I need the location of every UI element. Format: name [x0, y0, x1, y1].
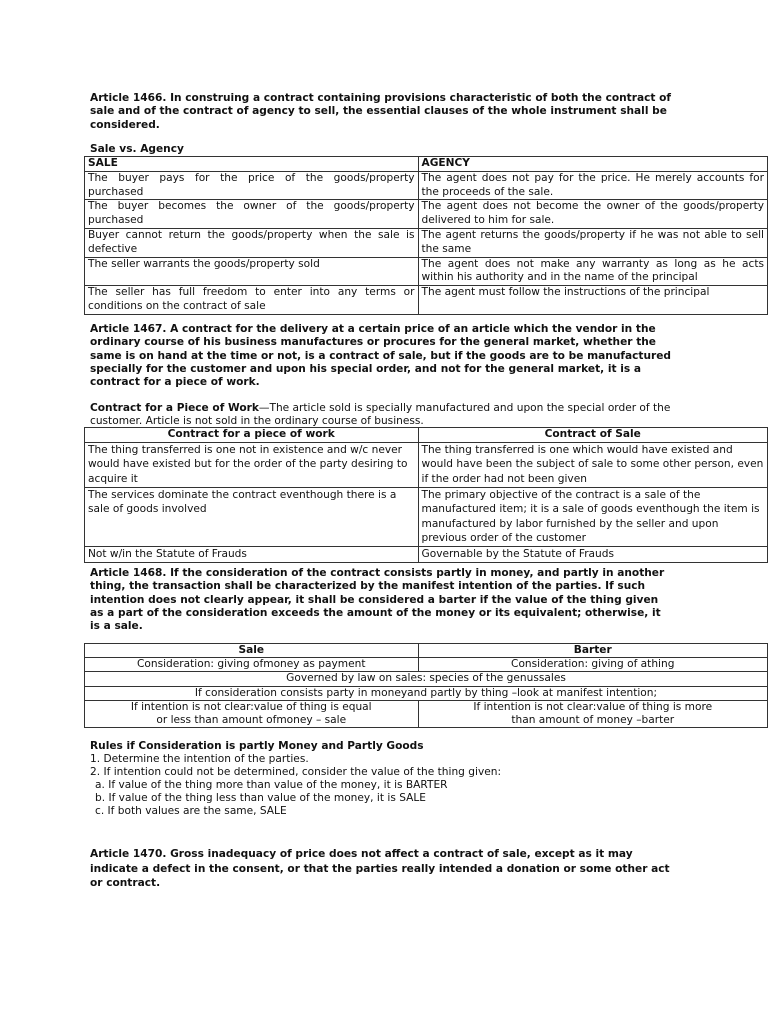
table-row: [85, 286, 768, 315]
table-row: [85, 546, 768, 562]
table-row: [85, 672, 768, 686]
piece-of-work-definition: —The article sold is specially manufactured and upon the special order of the customer. Article is not sold in the ordinary course of business.: [90, 402, 671, 427]
header-barter: Barter: [418, 644, 768, 658]
table-header-row: [85, 428, 768, 443]
table-row: [85, 487, 768, 546]
table-cell: The thing transferred is one which would have existed and would have been the subject of sale to some other person, even if the order had not been given: [418, 442, 768, 487]
piece-of-work-table: [84, 427, 768, 563]
header-agency: AGENCY: [418, 157, 767, 172]
sale-vs-agency-table: [84, 156, 768, 315]
table-row: [85, 200, 768, 229]
table-cell: The agent returns the goods/property if he was not able to sell the same: [418, 228, 767, 257]
table-cell: The thing transferred is one not in existence and w/c never would have existed but for the order of the party desiring to acquire it: [85, 442, 419, 487]
table-cell: [418, 700, 768, 727]
table-cell: The buyer pays for the price of the goods/property purchased: [85, 171, 419, 200]
article-1466: Article 1466. In construing a contract containing provisions characteristic of both the contract of sale and of the contract of agency to sell, the essential clauses of the whole instrument shall be considered.: [90, 92, 672, 131]
rule-line: b. If value of the thing less than value of the money, it is SALE: [95, 792, 426, 804]
table-cell: The seller has full freedom to enter into any terms or conditions on the contract of sale: [85, 286, 419, 315]
cell-line: than amount of money –barter: [511, 714, 675, 727]
table-cell: Consideration: giving of athing: [418, 658, 768, 672]
table-row: [85, 700, 768, 727]
table-cell: The services dominate the contract eventhough there is a sale of goods involved: [85, 487, 419, 546]
table-cell: The agent does not become the owner of the goods/property delivered to him for sale.: [418, 200, 767, 229]
table-cell: Not w/in the Statute of Frauds: [85, 546, 419, 562]
sale-vs-barter-table: [84, 643, 768, 728]
table-cell: If consideration consists party in moneyand partly by thing –look at manifest intention;: [85, 686, 768, 700]
table-cell: The seller warrants the goods/property sold: [85, 257, 419, 286]
rule-line: c. If both values are the same, SALE: [95, 805, 287, 817]
article-1468: Article 1468. If the consideration of the contract consists partly in money, and partly in another thing, the transaction shall be characterized by the manifest intention of the parties. If such intention does not clearly appear, it shall be considered a barter if the value of the thing given as a part of the consideration exceeds the amount of the money or its equivalent; otherwise, it is a sale.: [90, 567, 665, 633]
cell-line: If intention is not clear:value of thing is more: [473, 700, 713, 713]
table-cell: The buyer becomes the owner of the goods/property purchased: [85, 200, 419, 229]
table-cell: The agent does not make any warranty as long as he acts within his authority and in the name of the principal: [418, 257, 767, 286]
table-cell: Governed by law on sales: species of the genussales: [85, 672, 768, 686]
table-cell: Consideration: giving ofmoney as payment: [85, 658, 419, 672]
article-1470: Article 1470. Gross inadequacy of price does not affect a contract of sale, except as it may indicate a defect in the consent, or that the parties really intended a donation or some other act or contract.: [90, 848, 670, 889]
rules-title: Rules if Consideration is partly Money and Partly Goods: [90, 740, 424, 752]
article-1467: Article 1467. A contract for the delivery at a certain price of an article which the vendor in the ordinary course of his business manufactures or procures for the general market, whether the same is on hand at the time or not, is a contract of sale, but if the goods are to be manufactured specially for the customer and upon his special order, and not for the general market, it is a contract for a piece of work.: [90, 323, 672, 389]
cell-line: or less than amount ofmoney – sale: [156, 714, 347, 727]
piece-of-work-intro: [90, 402, 690, 427]
header-contract-of-sale: Contract of Sale: [418, 428, 768, 443]
table-cell: The agent must follow the instructions of the principal: [418, 286, 767, 315]
header-sale: SALE: [85, 157, 419, 172]
rule-line: 1. Determine the intention of the parties.: [90, 753, 309, 765]
table-row: [85, 257, 768, 286]
table-header-row: [85, 157, 768, 172]
header-piece-of-work: Contract for a piece of work: [85, 428, 419, 443]
table-cell: [85, 700, 419, 727]
table-row: [85, 228, 768, 257]
table-cell: The agent does not pay for the price. He merely accounts for the proceeds of the sale.: [418, 171, 767, 200]
table-row: [85, 686, 768, 700]
rules-section: [90, 740, 690, 818]
table-cell: The primary objective of the contract is a sale of the manufactured item; it is a sale of goods eventhough the item is manufactured by labor furnished by the seller and upon previous order of the customer: [418, 487, 768, 546]
table-row: [85, 442, 768, 487]
rule-line: a. If value of the thing more than value of the money, it is BARTER: [95, 779, 448, 791]
header-sale: Sale: [85, 644, 419, 658]
table-cell: Governable by the Statute of Frauds: [418, 546, 768, 562]
cell-line: If intention is not clear:value of thing is equal: [130, 700, 372, 713]
rule-line: 2. If intention could not be determined, consider the value of the thing given:: [90, 766, 502, 778]
table-row: [85, 658, 768, 672]
table-row: [85, 171, 768, 200]
piece-of-work-term: Contract for a Piece of Work: [90, 402, 259, 414]
table-cell: Buyer cannot return the goods/property when the sale is defective: [85, 228, 419, 257]
table-header-row: [85, 644, 768, 658]
sale-vs-agency-title: Sale vs. Agency: [90, 143, 184, 155]
